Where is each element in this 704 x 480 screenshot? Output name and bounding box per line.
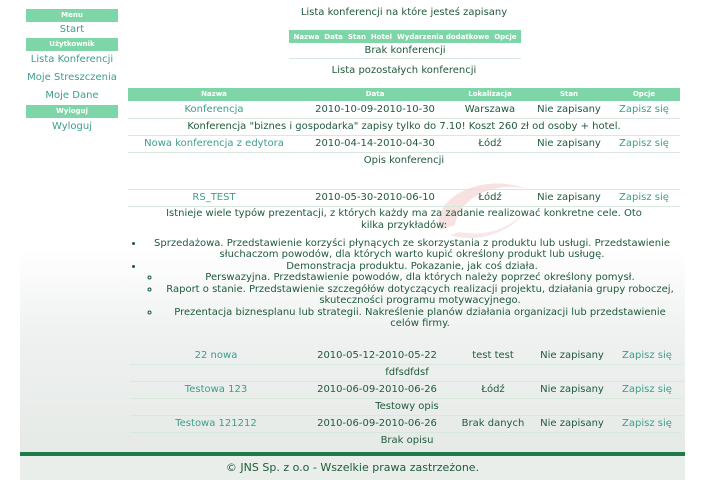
column-header: Opcje — [494, 32, 517, 41]
conference-description: fdfsdfdsf — [130, 365, 684, 382]
conference-status: Nie zapisany — [537, 138, 601, 149]
register-link[interactable]: Zapisz się — [622, 350, 672, 361]
conference-status: Nie zapisany — [537, 104, 601, 115]
conference-description: Istnieje wiele typów prezentacji, z których każdy ma za zadanie realizować konkretne cele. Oto kilka przykładów: — [166, 208, 642, 231]
table-row — [128, 102, 680, 119]
conference-location: Łódź — [478, 192, 502, 203]
copyright-text: © JNS Sp. z o.o - Wszelkie prawa zastrzeżone. — [225, 461, 480, 474]
sidebar-header-menu: Menu — [26, 9, 118, 22]
other-conferences-title: Lista pozostałych konferencji — [331, 65, 477, 76]
column-header: Stan — [347, 32, 366, 41]
presentation-types-list — [128, 238, 680, 330]
other-conferences-table-header — [128, 88, 680, 101]
column-header-options: Opcje — [632, 90, 656, 98]
sidebar-link-my-data[interactable]: Moje Dane — [45, 90, 99, 101]
column-header-date: Data — [365, 90, 385, 98]
list-item: • Demonstracja produktu. Pokazanie, jak coś działa. ◦ Perswazyjna. Przedstawienie powodów, dla których należy poprzeć określony pomysł. ◦ Raport o stanie. Przedstawienie szczegółów dotyczących realizacji projektu, działania grupy roboczej, skuteczności programu motywacyjnego. ◦ Prezentacja biznesplanu lub strategii. Nakreślenie planów działania organizacji lub przedstawienie celów firmy. — [144, 261, 680, 329]
sidebar-header-user: Użytkownik — [26, 38, 118, 51]
conference-date: 2010-06-09-2010-06-26 — [317, 418, 437, 429]
conference-description: Konferencja "biznes i gospodarka" zapisy tylko do 7.10! Koszt 260 zł od osoby + hotel. — [128, 119, 680, 136]
sidebar-link-conference-list[interactable]: Lista Konferencji — [30, 54, 114, 65]
register-link[interactable]: Zapisz się — [622, 384, 672, 395]
conference-location: test test — [472, 350, 514, 361]
conference-name-link[interactable]: Konferencja — [184, 104, 244, 115]
conference-name-link[interactable]: Testowa 121212 — [175, 418, 257, 429]
column-header-name: Nazwa — [201, 90, 227, 98]
column-header-location: Lokalizacja — [468, 90, 512, 98]
column-header: Wydarzenia dodatkowe — [397, 32, 490, 41]
registered-conferences-title: Lista konferencji na które jesteś zapisany — [300, 7, 508, 18]
conference-date: 2010-04-14-2010-04-30 — [315, 138, 435, 149]
conference-name-link[interactable]: Nowa konferencja z edytora — [144, 138, 284, 149]
list-item: • Sprzedażowa. Przedstawienie korzyści płynących ze skorzystania z produktu lub usługi. Przedstawienie słuchaczom powodów, dla których warto kupić określony produkt lub usługę. — [144, 238, 680, 260]
conference-status: Nie zapisany — [540, 350, 604, 361]
conference-status: Nie zapisany — [540, 418, 604, 429]
conference-location: Łódź — [478, 138, 502, 149]
list-item: ◦ Prezentacja biznesplanu lub strategii. Nakreślenie planów działania organizacji lub przedstawienie celów firmy. — [160, 307, 680, 329]
sidebar-link-logout[interactable]: Wyloguj — [52, 121, 92, 132]
conference-date: 2010-05-12-2010-05-22 — [317, 350, 437, 361]
table-row — [128, 136, 680, 153]
table-row — [128, 190, 680, 207]
empty-state-message: Brak konferencji — [289, 43, 521, 59]
conference-description: Brak opisu — [380, 435, 434, 446]
conference-description: Testowy opis — [130, 399, 684, 416]
table-row — [130, 416, 682, 433]
register-link[interactable]: Zapisz się — [619, 192, 669, 203]
sidebar-header-logout: Wyloguj — [26, 105, 118, 118]
conference-location: Łódź — [481, 384, 505, 395]
conference-description: Opis konferencji — [128, 153, 680, 190]
list-item: ◦ Perswazyjna. Przedstawienie powodów, dla których należy poprzeć określony pomysł. — [160, 272, 680, 283]
sidebar-link-my-abstracts[interactable]: Moje Streszczenia — [27, 72, 117, 83]
conference-status: Nie zapisany — [537, 192, 601, 203]
conference-name-link[interactable]: Testowa 123 — [184, 384, 248, 395]
conference-date: 2010-10-09-2010-10-30 — [315, 104, 435, 115]
register-link[interactable]: Zapisz się — [619, 104, 669, 115]
column-header: Data — [324, 32, 343, 41]
conference-date: 2010-06-09-2010-06-26 — [317, 384, 437, 395]
registered-conferences-table — [289, 30, 521, 59]
column-header-status: Stan — [559, 90, 579, 98]
column-header: Nazwa — [293, 32, 320, 41]
registered-table-header — [289, 30, 521, 43]
register-link[interactable]: Zapisz się — [622, 418, 672, 429]
sidebar-menu — [26, 9, 118, 136]
conference-name-link[interactable]: 22 nowa — [194, 350, 238, 361]
column-header: Hotel — [370, 32, 393, 41]
table-row — [130, 382, 682, 399]
conference-location: Warszawa — [464, 104, 516, 115]
conference-status: Nie zapisany — [540, 384, 604, 395]
conference-location: Brak danych — [461, 418, 525, 429]
footer — [20, 456, 685, 480]
conference-name-link[interactable]: RS_TEST — [192, 192, 236, 203]
sidebar-link-start[interactable]: Start — [59, 24, 85, 35]
table-row — [130, 348, 682, 365]
list-item: ◦ Raport o stanie. Przedstawienie szczegółów dotyczących realizacji projektu, działania grupy roboczej, skuteczności programu motywacyjnego. — [160, 284, 680, 306]
register-link[interactable]: Zapisz się — [619, 138, 669, 149]
conference-date: 2010-05-30-2010-06-10 — [315, 192, 435, 203]
